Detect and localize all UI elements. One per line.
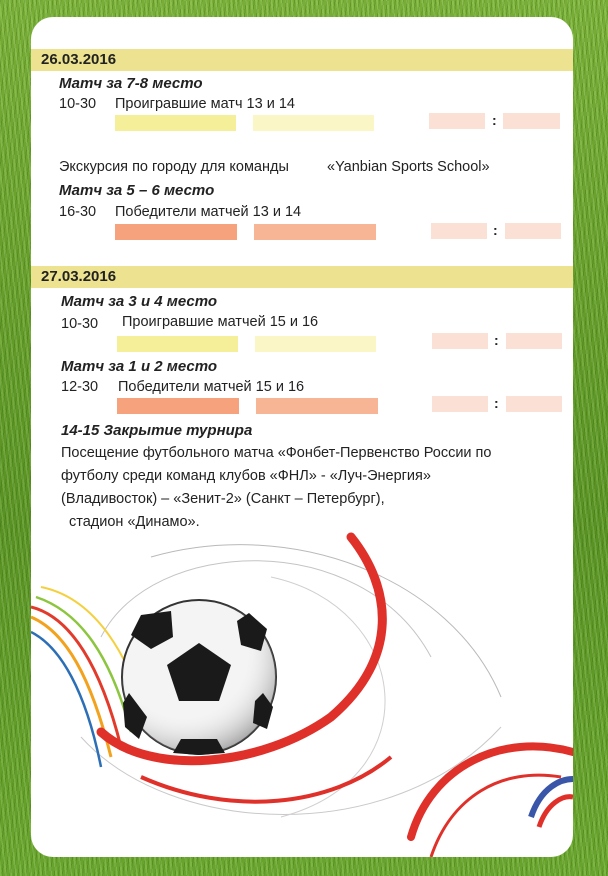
team-slot <box>117 398 239 414</box>
date-day2: 27.03.2016 <box>41 268 117 285</box>
date-day1: 26.03.2016 <box>41 51 117 68</box>
date-bar-day1 <box>31 49 573 71</box>
match-description: Проигравшие матчей 15 и 16 <box>122 314 319 330</box>
team-slot <box>115 115 236 131</box>
team-slot <box>254 224 376 240</box>
team-slot <box>256 398 378 414</box>
match-time: 12-30 <box>61 379 99 395</box>
match-description: Победители матчей 15 и 16 <box>118 379 305 395</box>
score-slot <box>506 333 562 349</box>
date-bar-day2 <box>31 266 573 288</box>
match-title: Матч за 7-8 место <box>59 75 203 92</box>
match-description: Проигравшие матч 13 и 14 <box>115 96 295 112</box>
score-slot <box>432 396 488 412</box>
team-slot <box>253 115 374 131</box>
score-slot <box>429 113 485 129</box>
match-time: 10-30 <box>61 316 99 332</box>
team-slot <box>115 224 237 240</box>
closing-title: 14-15 Закрытие турнира <box>61 422 253 439</box>
closing-line: стадион «Динамо». <box>69 514 200 530</box>
closing-line: футболу среди команд клубов «ФНЛ» - «Луч-Энергия» <box>61 468 431 484</box>
match-time: 10-30 <box>59 96 97 112</box>
match-title: Матч за 5 – 6 место <box>59 182 215 199</box>
score-separator: : <box>494 332 499 348</box>
match-title: Матч за 1 и 2 место <box>61 358 218 375</box>
score-separator: : <box>492 112 497 128</box>
match-title: Матч за 3 и 4 место <box>61 293 218 310</box>
score-slot <box>506 396 562 412</box>
football-artwork <box>31 517 573 857</box>
excursion-text: Экскурсия по городу для команды <box>59 159 289 175</box>
team-slot <box>255 336 376 352</box>
excursion-team: «Yanbian Sports School» <box>327 159 490 175</box>
closing-line: (Владивосток) – «Зенит-2» (Санкт – Петербург), <box>61 491 385 507</box>
team-slot <box>117 336 238 352</box>
score-separator: : <box>494 395 499 411</box>
match-description: Победители матчей 13 и 14 <box>115 204 302 220</box>
closing-line: Посещение футбольного матча «Фонбет-Первенство России по <box>61 445 492 461</box>
score-slot <box>505 223 561 239</box>
match-time: 16-30 <box>59 204 97 220</box>
score-slot <box>431 223 487 239</box>
score-slot <box>503 113 560 129</box>
score-slot <box>432 333 488 349</box>
score-separator: : <box>493 222 498 238</box>
schedule-card <box>31 17 573 857</box>
